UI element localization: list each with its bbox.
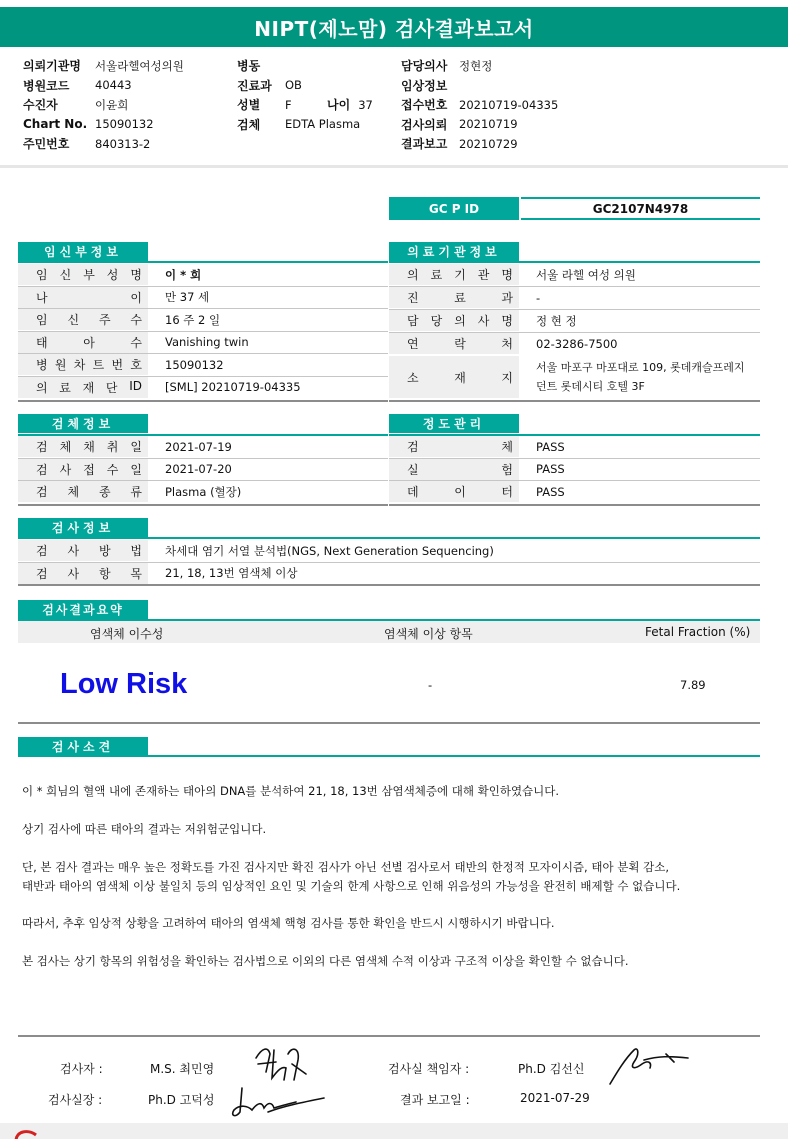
- qc-row-label-text: 데 이 터: [407, 485, 513, 499]
- pregnant-row-value: 만 37 세: [165, 290, 210, 304]
- test-row-value: 차세대 염기 서열 분석법(NGS, Next Generation Sequencing): [165, 543, 494, 558]
- qc-row-label: [389, 436, 519, 457]
- header-value: OB: [285, 78, 302, 93]
- qc-row-value: PASS: [536, 439, 565, 454]
- header-label-age: 나이: [327, 98, 351, 113]
- header-label: 결과보고: [401, 137, 448, 152]
- pregnant-row-label-text: 나 이: [36, 290, 142, 305]
- address-label-text: 소 재 지: [407, 370, 513, 385]
- header-value-age: 37: [358, 97, 373, 112]
- header-field: [23, 76, 184, 96]
- findings-paragraph-4: 따라서, 추후 임상적 상황을 고려하여 태아의 염색체 핵형 검사를 통한 확인을 반드시 시행하시기 바랍니다.: [22, 916, 555, 930]
- institution-row-label: [389, 333, 519, 354]
- header-field: [401, 95, 558, 115]
- specimen-row-label-text: 검 체 종 류: [36, 485, 142, 499]
- header-field: [401, 134, 558, 154]
- header-field: [237, 76, 373, 96]
- header-col-1: [23, 56, 184, 154]
- header-label: 성별: [237, 98, 261, 113]
- institution-row-label: [389, 264, 519, 285]
- institution-row-value: 정 현 정: [536, 313, 577, 328]
- pregnant-row-value: 이 * 희: [165, 267, 202, 282]
- section-title-findings: 검사소견: [18, 737, 148, 756]
- address-label: [389, 356, 519, 398]
- pregnant-row-label: [18, 332, 148, 353]
- header-label: 주민번호: [23, 137, 70, 152]
- findings-paragraph-1: 이 * 희님의 혈액 내에 존재하는 태아의 DNA를 분석하여 21, 18, 13번 삼염색체증에 대해 확인하였습니다.: [22, 784, 560, 798]
- section-title-summary: 검사결과요약: [18, 600, 148, 619]
- specimen-row-value: 2021-07-19: [165, 439, 232, 454]
- director-name: Ph.D 고덕성: [148, 1093, 215, 1107]
- header-label: 검사의뢰: [401, 117, 448, 132]
- summary-header-row: [18, 621, 760, 643]
- section-divider: [389, 261, 760, 263]
- findings-paragraph-2: 상기 검사에 따른 태아의 결과는 저위험군입니다.: [22, 822, 267, 836]
- pregnant-row-label-text: 의 료 재 단 ID: [36, 378, 142, 395]
- tester-name: M.S. 최민영: [150, 1062, 215, 1076]
- section-title-specimen: 검체정보: [18, 414, 148, 433]
- institution-row-value: -: [536, 290, 541, 305]
- specimen-row-label-text: 검 체 채 취 일: [36, 440, 142, 454]
- pregnant-row-label-text: 임 신 부 성 명: [36, 268, 142, 282]
- footer-logo-icon: [12, 1125, 72, 1139]
- header-field: [401, 115, 558, 135]
- section-title-pregnant: 임신부정보: [18, 242, 148, 261]
- address-line-2: 던트 롯데시티 호텔 3F: [536, 380, 645, 393]
- findings-paragraph-5: 본 검사는 상기 항목의 위험성을 확인하는 검사법으로 이외의 다른 염색체 수적 이상과 구조적 이상을 확인할 수 없습니다.: [22, 954, 629, 968]
- qc-row-value: PASS: [536, 462, 565, 476]
- institution-row-label-text: 연 락 처: [407, 337, 513, 351]
- pregnant-row-value: 15090132: [165, 357, 224, 372]
- institution-row-label-text: 담 당 의 사 명: [407, 314, 513, 328]
- header-value: 15090132: [95, 117, 154, 132]
- specimen-row-label: [18, 459, 148, 480]
- gcpid-value: GC2107N4978: [521, 197, 760, 220]
- summary-col-abnormal: 염색체 이상 항목: [384, 627, 473, 641]
- header-value: 20210729: [459, 136, 518, 151]
- header-value: 정현정: [459, 58, 493, 73]
- specimen-row-value: 2021-07-20: [165, 462, 232, 476]
- section-bottom-line: [389, 400, 760, 402]
- pregnant-row-label-text: 병 원 차 트 번 호: [36, 358, 142, 372]
- header-col-3: [401, 56, 558, 154]
- report-date: 2021-07-29: [520, 1091, 590, 1105]
- pregnant-row-label: [18, 354, 148, 375]
- report-date-label: 결과 보고일 :: [400, 1093, 470, 1107]
- header-field: [237, 95, 373, 115]
- header-value: F: [285, 97, 292, 112]
- section-bottom-line: [18, 504, 388, 506]
- lab-head-signature-image: [604, 1040, 694, 1090]
- tester-label: 검사자 :: [60, 1062, 103, 1076]
- header-label: 접수번호: [401, 98, 448, 113]
- section-bottom-line: [389, 504, 760, 506]
- pregnant-row-label: [18, 287, 148, 308]
- header-label: 의뢰기관명: [23, 59, 81, 74]
- header-label: 담당의사: [401, 59, 448, 74]
- header-field: [401, 56, 558, 76]
- header-field: [23, 95, 184, 115]
- abnormal-value: -: [428, 677, 433, 692]
- section-divider: [18, 261, 388, 263]
- header-value: 서울라헬여성의원: [95, 58, 184, 73]
- pregnant-row-label: [18, 309, 148, 330]
- summary-col-aneuploidy: 염색체 이수성: [90, 627, 164, 641]
- director-signature-image: [228, 1082, 328, 1124]
- specimen-row-label-text: 검 사 접 수 일: [36, 462, 142, 477]
- qc-row-label: [389, 481, 519, 502]
- test-row-value: 21, 18, 13번 염색체 이상: [165, 566, 298, 580]
- qc-row-label: [389, 459, 519, 480]
- institution-row-label: [389, 287, 519, 308]
- header-label: 수진자: [23, 98, 58, 113]
- signature-divider: [18, 1035, 760, 1037]
- pregnant-row-label-text: 태 아 수: [36, 335, 142, 350]
- header-divider: [0, 165, 788, 168]
- address-line-1: 서울 마포구 마포대로 109, 롯데캐슬프레지: [536, 361, 745, 374]
- test-row-label: [18, 540, 148, 561]
- header-label: 진료과: [237, 78, 272, 93]
- risk-result: Low Risk: [60, 668, 188, 700]
- header-col-2: [237, 56, 373, 134]
- institution-row-value: 서울 라헬 여성 의원: [536, 267, 636, 282]
- summary-col-fetal-fraction: Fetal Fraction (%): [645, 625, 751, 639]
- header-field: [401, 76, 558, 96]
- pregnant-row-value: 16 주 2 일: [165, 312, 221, 327]
- section-divider: [18, 537, 760, 539]
- qc-row-label-text: 검 체: [407, 440, 513, 454]
- header-label: Chart No.: [23, 117, 88, 132]
- footer-strip: [0, 1123, 788, 1139]
- pregnant-row-label: [18, 377, 148, 398]
- header-label: 병원코드: [23, 78, 70, 93]
- specimen-row-label: [18, 436, 148, 457]
- header-label: 병동: [237, 59, 261, 74]
- header-field: [23, 115, 184, 135]
- pregnant-row-label: [18, 264, 148, 285]
- institution-row-label: [389, 310, 519, 331]
- qc-row-label-text: 실 험: [407, 462, 513, 477]
- fetal-fraction-value: 7.89: [680, 677, 706, 692]
- section-divider: [18, 755, 760, 757]
- pregnant-row-label-text: 임 신 주 수: [36, 313, 142, 327]
- director-label: 검사실장 :: [48, 1093, 103, 1107]
- findings-paragraph-3b: 태반과 태아의 염색체 이상 불일치 등의 임상적인 요인 및 기술의 한계 사항으로 인해 위음성의 가능성을 완전히 배제할 수 없습니다.: [22, 879, 681, 893]
- institution-row-label-text: 의 료 기 관 명: [407, 268, 513, 282]
- findings-paragraph-3a: 단, 본 검사 결과는 매우 높은 정확도를 가진 검사지만 확진 검사가 아닌 선별 검사로서 태반의 한정적 모자이시즘, 태아 분획 감소,: [22, 860, 669, 874]
- lab-head-name: Ph.D 김선신: [518, 1062, 585, 1076]
- gcpid-label: GC P ID: [389, 197, 519, 220]
- header-field: [237, 56, 373, 76]
- pregnant-row-value: Vanishing twin: [165, 335, 249, 349]
- institution-row-label-text: 진 료 과: [407, 291, 513, 305]
- test-row-label-text: 검 사 방 법: [36, 544, 142, 558]
- header-value: 840313-2: [95, 136, 151, 151]
- pregnant-row-value: [SML] 20210719-04335: [165, 380, 301, 394]
- header-value: 20210719: [459, 117, 518, 132]
- section-title-institution: 의료기관정보: [389, 242, 519, 261]
- header-value: 20210719-04335: [459, 97, 559, 112]
- section-title-qc: 정도관리: [389, 414, 519, 433]
- institution-row-value: 02-3286-7500: [536, 336, 618, 351]
- header-label: 검체: [237, 117, 261, 132]
- test-row-label-text: 검 사 항 목: [36, 566, 142, 581]
- tester-signature-image: [248, 1040, 312, 1086]
- header-info: [0, 50, 788, 168]
- header-value: EDTA Plasma: [285, 117, 361, 132]
- report-title: NIPT(제노맘) 검사결과보고서: [0, 7, 788, 47]
- header-field: [237, 115, 373, 135]
- header-value: 이윤희: [95, 97, 129, 112]
- lab-head-label: 검사실 책임자 :: [388, 1062, 470, 1076]
- section-title-test: 검사정보: [18, 518, 148, 537]
- section-bottom-line: [18, 722, 760, 724]
- section-bottom-line: [18, 584, 760, 586]
- test-row-label: [18, 563, 148, 584]
- header-value: 40443: [95, 78, 132, 93]
- qc-row-value: PASS: [536, 484, 565, 499]
- header-field: [23, 56, 184, 76]
- header-field: [23, 134, 184, 154]
- specimen-row-value: Plasma (혈장): [165, 484, 242, 499]
- specimen-row-label: [18, 481, 148, 502]
- section-bottom-line: [18, 400, 388, 402]
- header-label: 임상정보: [401, 78, 448, 93]
